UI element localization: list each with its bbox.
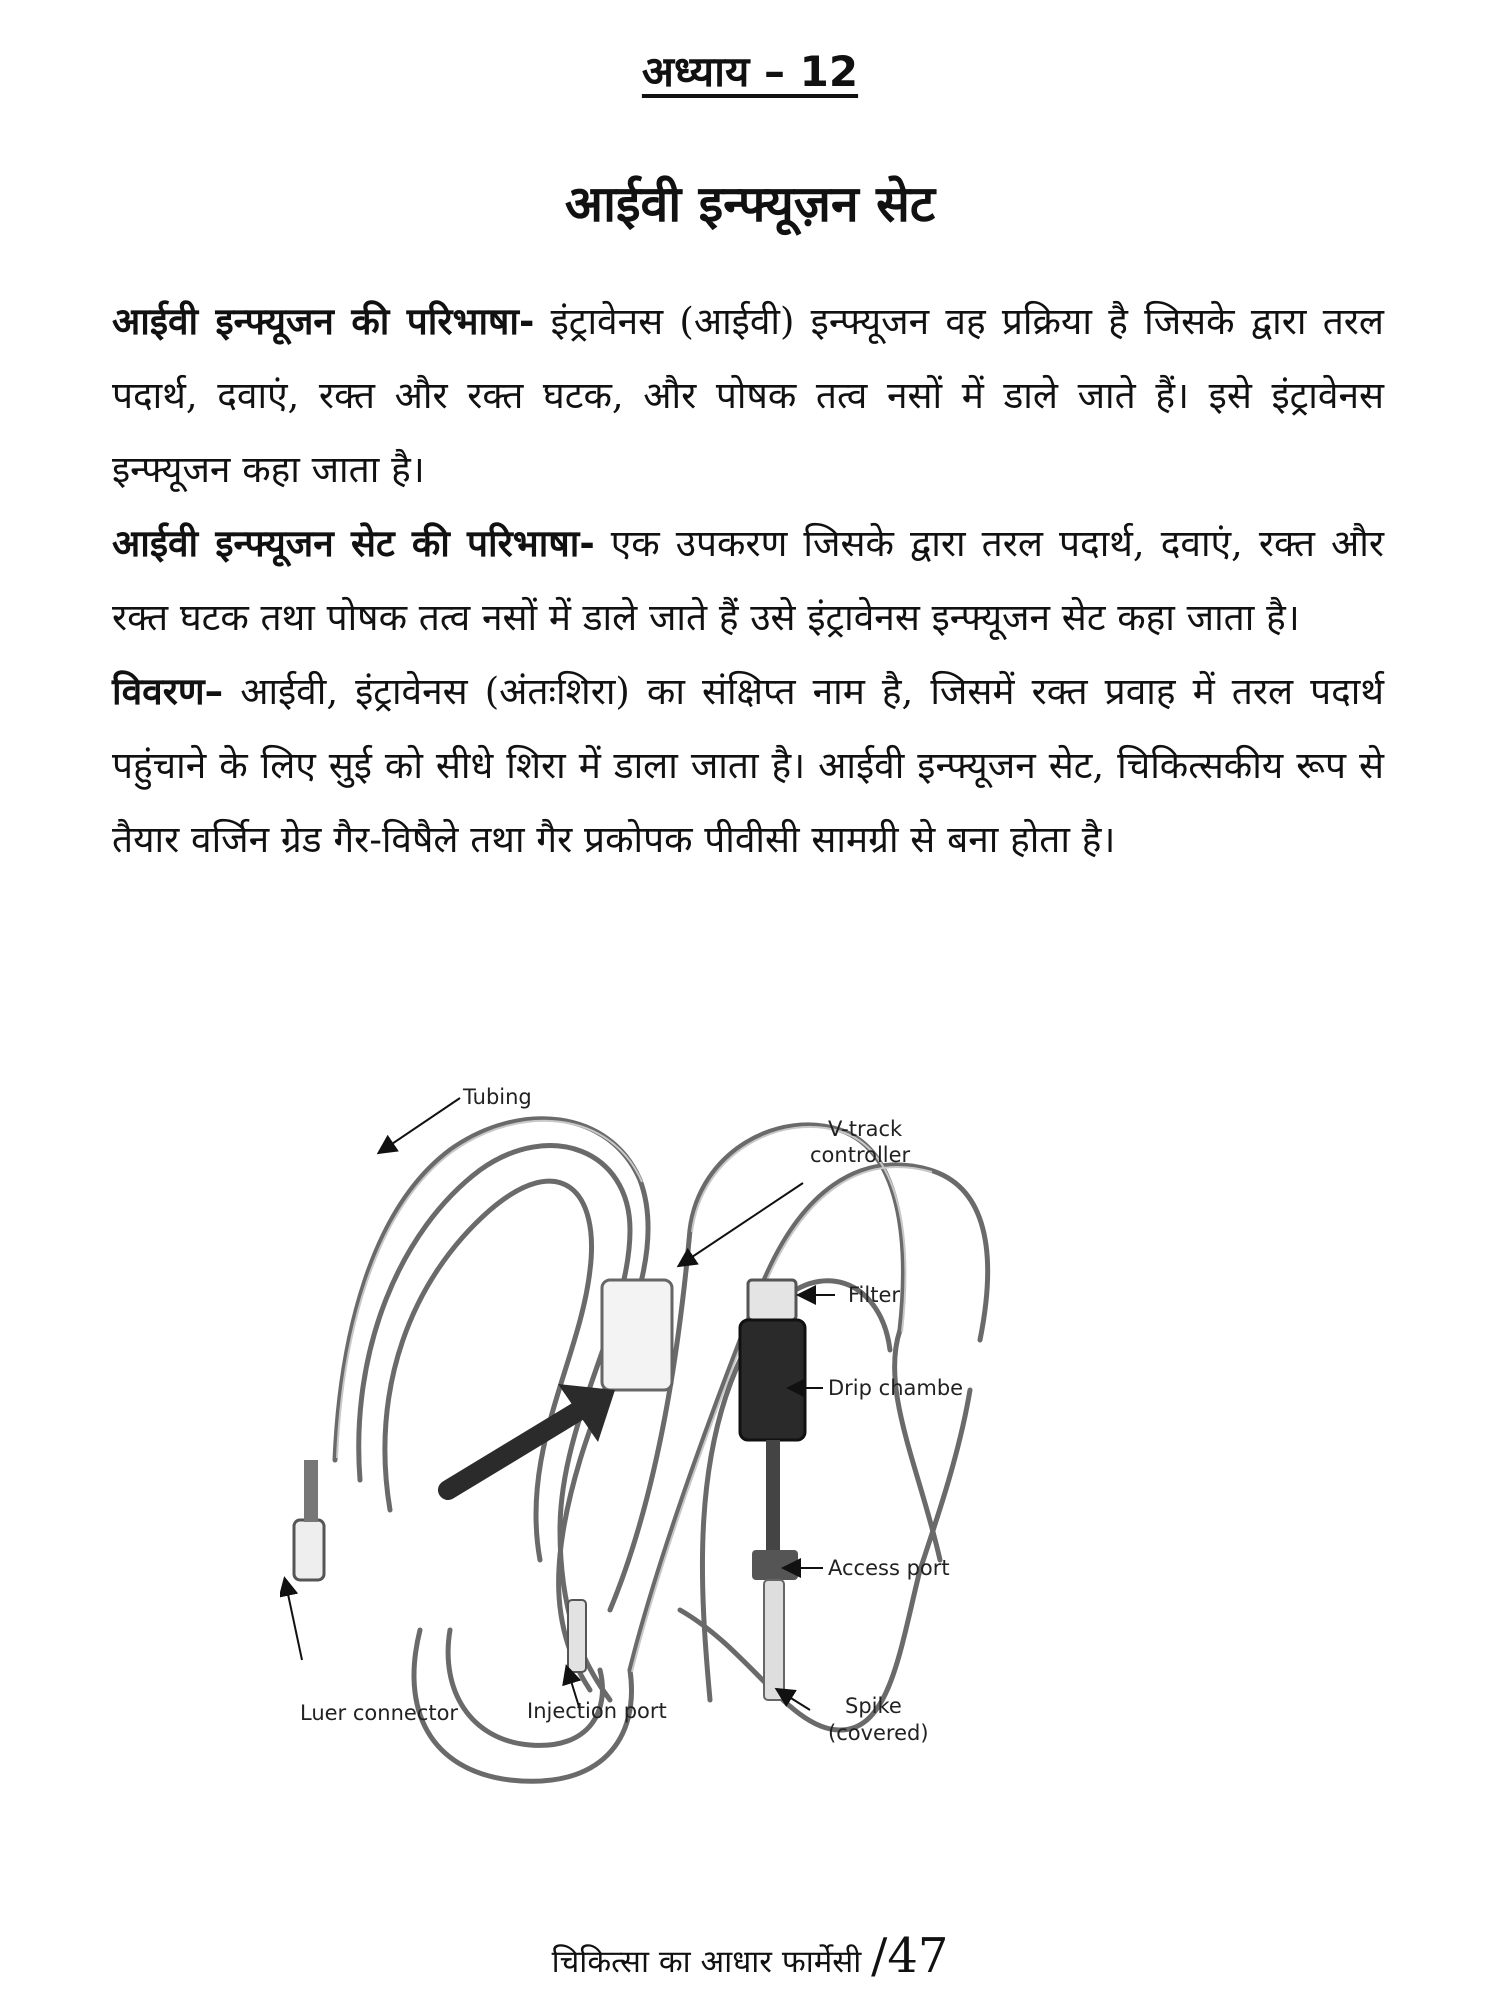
drip-chamber-shape: [740, 1320, 805, 1440]
paragraph-heading: आईवी इन्फ्यूजन की परिभाषा-: [112, 300, 535, 343]
label-injection-port: Injection port: [527, 1699, 667, 1723]
label-tubing: Tubing: [463, 1085, 532, 1109]
tubing-loops: [335, 1119, 988, 1782]
paragraph-heading: आईवी इन्फ्यूजन सेट की परिभाषा-: [112, 522, 595, 565]
body-text: [112, 285, 1384, 877]
paragraph-heading: विवरण–: [112, 670, 224, 713]
label-spike-line1: Spike: [845, 1694, 902, 1718]
paragraph-iv-set-definition: [112, 507, 1384, 655]
spike-cover-shape: [764, 1580, 784, 1700]
label-v-track-line1: V-track: [828, 1117, 903, 1141]
page-number: /47: [871, 1928, 949, 1984]
paragraph-text: आईवी, इंट्रावेनस (अंतःशिरा) का संक्षिप्त नाम है, जिसमें रक्त प्रवाह में तरल पदार्थ पहुंचाने के लिए सुई को सीधे शिरा में डाला जाता है। आईवी इन्फ्यूजन सेट, चिकित्सकीय रूप से तैयार वर्जिन ग्रेड गैर-विषैले तथा गैर प्रकोपक पीवीसी सामग्री से बना होता है।: [112, 670, 1384, 861]
label-drip-chamber: Drip chambe: [828, 1376, 964, 1400]
filter-shape: [748, 1280, 796, 1320]
label-spike-line2: (covered): [828, 1721, 929, 1745]
label-access-port: Access port: [828, 1556, 950, 1580]
v-track-controller-shape: [602, 1280, 672, 1390]
paragraph-description: [112, 655, 1384, 877]
label-v-track-line2: controller: [810, 1143, 911, 1167]
label-filter: Filter: [848, 1283, 901, 1307]
chapter-heading: अध्याय – 12: [641, 47, 859, 96]
injection-port-shape: [568, 1600, 586, 1672]
iv-set-figure: [280, 1085, 1220, 1830]
large-flow-arrow: [448, 1410, 580, 1490]
paragraph-iv-infusion-definition: [112, 285, 1384, 507]
paragraph-text: इंट्रावेनस (आईवी) इन्फ्यूजन वह प्रक्रिया है जिसके द्वारा तरल पदार्थ, दवाएं, रक्त और रक्त घटक, और पोषक तत्व नसों में डाले जाते हैं। इसे इंट्रावेनस इन्फ्यूजन कहा जाता है।: [112, 300, 1384, 491]
footer-text: चिकित्सा का आधार फार्मेसी: [551, 1944, 862, 1980]
luer-connector-shape: [294, 1460, 324, 1580]
label-luer-connector: Luer connector: [300, 1701, 459, 1725]
paragraph-text: एक उपकरण जिसके द्वारा तरल पदार्थ, दवाएं, रक्त और रक्त घटक तथा पोषक तत्व नसों में डाले जाते हैं उसे इंट्रावेनस इन्फ्यूजन सेट कहा जाता है।: [112, 522, 1384, 639]
page-footer: [0, 1928, 1500, 1984]
page-title: आईवी इन्फ्यूज़न सेट: [564, 175, 936, 233]
access-port-shape: [752, 1550, 798, 1580]
